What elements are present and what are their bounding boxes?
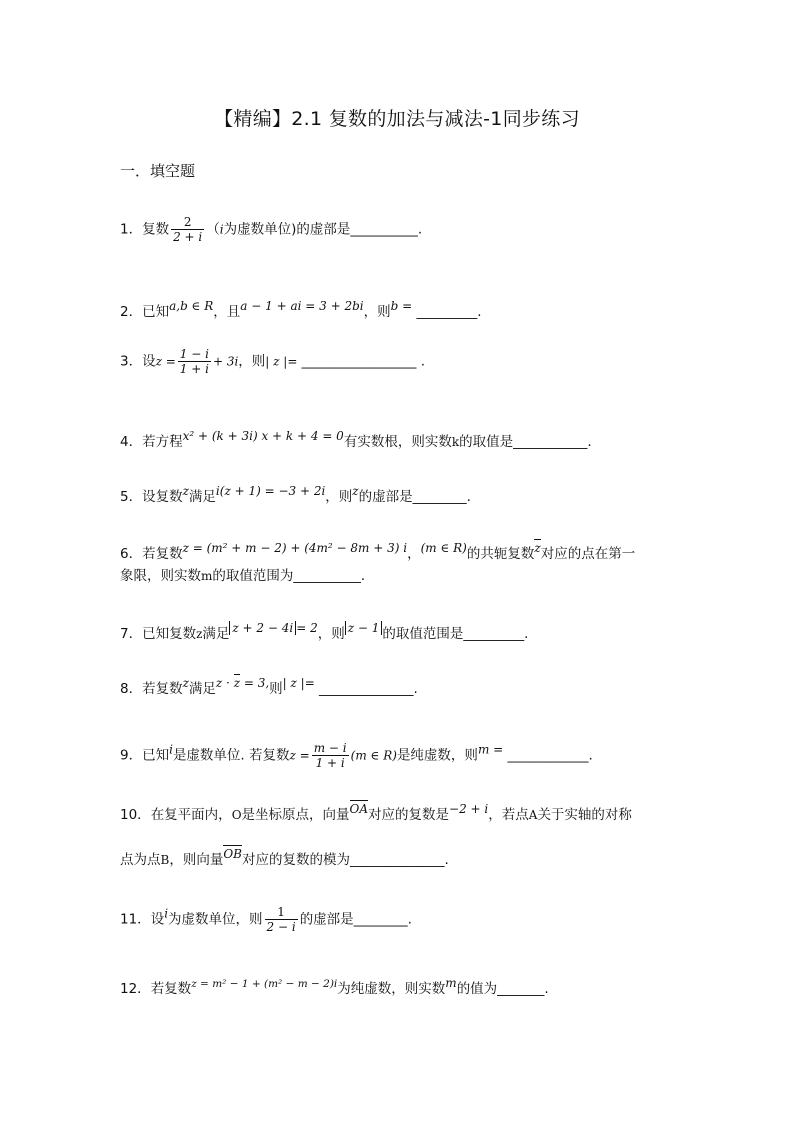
text-q9-t1: 已知: [142, 747, 170, 764]
text-q1-frac-num: 2: [171, 216, 204, 230]
fraction: [171, 216, 204, 243]
fraction: [265, 906, 298, 933]
text-q8-num: 8．: [120, 681, 143, 697]
text-q1-t1: 复数: [142, 221, 170, 238]
text-q6-t5: 的取值范围为__________.: [212, 568, 366, 584]
text-q1-frac-den: 2 + i: [173, 230, 203, 244]
text-q1-num: 1．: [120, 221, 143, 238]
text-q3-num: 3．: [120, 353, 143, 370]
text-q11-num: 11．: [120, 911, 151, 928]
text-q10-num: 10．: [120, 807, 151, 823]
text-q10-t7: 对应的复数的模为______________.: [241, 852, 449, 868]
question-8: [120, 677, 418, 697]
text-q9-t4: ____________.: [503, 747, 593, 764]
text-q5-m-z2: z: [352, 484, 359, 498]
text-q11-frac-num: 1: [265, 906, 298, 920]
text-q8-m1b: z: [233, 676, 241, 690]
text-q4-m1: x² + (k + 3i) x + k + 4 = 0: [182, 429, 344, 443]
text-q6-m2: (m ∈ R): [420, 541, 467, 555]
text-q12-t1: 若复数: [150, 981, 192, 997]
text-q1-t2: （: [206, 221, 220, 238]
text-q8-m-z: z: [182, 676, 189, 690]
text-q3-frac-num: 1 − i: [179, 347, 209, 361]
text-q5-t3: ，则: [325, 489, 353, 505]
text-q5-t4: 的虚部是________.: [358, 489, 471, 505]
text-q4-t2: 有实数根，则实数: [343, 434, 452, 450]
text-q3-t2: ，则: [238, 353, 266, 370]
section-heading: 一．填空题: [120, 162, 196, 180]
text-q3-frac-den: 1 + i: [179, 362, 209, 376]
text-q10-t5: 关于实轴的对称: [537, 807, 632, 823]
text-q3-t3: _________________ .: [297, 353, 426, 370]
text-q2-t1: 已知: [142, 304, 170, 320]
text-q8-t2: 满足: [188, 681, 216, 697]
text-q10-var-B: B: [160, 853, 170, 867]
text-q2-t3: ，则: [363, 304, 391, 320]
text-q6-t4: 对应的点在第一: [540, 546, 636, 562]
text-q5-t2: 满足: [188, 489, 216, 505]
text-q11-t3: 的虚部是________.: [299, 911, 412, 928]
text-q8-t4: ______________.: [314, 681, 418, 697]
text-q3-t1: 设: [142, 353, 156, 370]
text-q4-num: 4．: [120, 434, 143, 450]
text-q10-t6: ，则向量: [169, 852, 224, 868]
text-q3-m2: | z |=: [265, 354, 298, 369]
question-10-line-2: [120, 848, 449, 868]
text-q6-var-m: m: [201, 569, 213, 583]
text-q7-m1: z + 2 − 4i: [229, 621, 296, 635]
question-5: [120, 485, 471, 505]
question-10: [120, 803, 632, 823]
text-q10-var-A: A: [528, 808, 538, 822]
text-q9-frac-den: 1 + i: [315, 756, 345, 770]
text-q8-m1a: z ·: [215, 676, 234, 690]
fraction: [178, 348, 211, 375]
text-q7-m1b: = 2: [296, 621, 318, 635]
text-q12-t3: 的值为_______.: [456, 981, 549, 997]
question-7: [120, 622, 528, 642]
text-q8-t1: 若复数: [142, 681, 183, 697]
document-title: 【精编】2.1 复数的加法与减法-1同步练习: [214, 108, 580, 130]
text-q5-t1: 设复数: [142, 489, 183, 505]
text-q6-t1: 若复数: [142, 546, 183, 562]
text-q12-t2: 为纯虚数，则实数: [337, 981, 446, 997]
question-3: [120, 348, 425, 375]
text-q4-var-k: k: [451, 435, 460, 449]
question-2: [120, 300, 482, 320]
text-q7-t1: 已知复数: [142, 626, 197, 642]
text-q10-t2: 是坐标原点，向量: [241, 807, 350, 823]
fraction: [312, 742, 349, 769]
text-q3-m-tail: + 3i: [212, 354, 239, 369]
text-q12-m1: z = m² − 1 + (m² − m − 2)i: [191, 978, 338, 990]
text-q6-line2: 象限，则实数: [120, 568, 201, 584]
question-11: [120, 906, 412, 933]
text-q7-t3: ，则: [317, 626, 345, 642]
text-q4-t1: 若方程: [142, 434, 183, 450]
text-q10-m1: −2 + i: [449, 802, 489, 816]
text-q11-var-i: i: [164, 906, 169, 921]
text-q8-m1c: = 3,: [240, 676, 270, 690]
question-1: [120, 216, 422, 243]
text-q2-m2: a − 1 + ai = 3 + 2bi: [240, 299, 364, 313]
text-q5-num: 5．: [120, 489, 143, 505]
text-q6-t3: 的共轭复数: [466, 546, 535, 562]
text-q7-m2: z − 1: [345, 621, 383, 635]
text-q6-num: 6．: [120, 546, 143, 562]
text-q11-t1: 设: [150, 911, 165, 928]
text-q12-var-m: m: [445, 976, 457, 990]
text-q5-m1: i(z + 1) = −3 + 2i: [215, 484, 326, 498]
text-q6-t2: ，: [407, 546, 421, 562]
text-q7-t2: 满足: [202, 626, 230, 642]
text-q1-t3: 为虚数单位)的虚部是__________.: [223, 221, 423, 238]
text-q11-frac-den: 2 − i: [266, 920, 296, 934]
text-q2-t2: ，且: [213, 304, 241, 320]
text-q10-t1: 在复平面内，: [150, 807, 232, 823]
text-q9-t2: 是虚数单位. 若复数: [172, 747, 290, 764]
text-q6-m3: z: [534, 541, 541, 555]
text-q10-t3: 对应的复数是: [368, 807, 450, 823]
question-6: [120, 542, 635, 562]
text-q12-num: 12．: [120, 981, 151, 997]
text-q9-t3: 是纯虚数，则: [396, 747, 478, 764]
text-q3-m-z: z =: [155, 354, 176, 369]
text-q9-frac-num: m − i: [313, 741, 347, 755]
text-q5-m-z: z: [182, 484, 189, 498]
text-q6-m1: z = (m² + m − 2) + (4m² − 8m + 3) i: [182, 541, 408, 555]
text-q2-t4: _________.: [412, 304, 482, 320]
text-q9-m-tail: (m ∈ R): [350, 748, 397, 763]
text-q7-num: 7．: [120, 626, 143, 642]
text-q1-var-i: i: [219, 222, 224, 237]
text-q2-m3: b =: [390, 299, 413, 313]
text-q8-t3: 则: [269, 681, 283, 697]
question-6-line-2: [120, 570, 365, 584]
text-q9-num: 9．: [120, 747, 143, 764]
text-q4-t3: 的取值是___________.: [459, 434, 592, 450]
text-q10-var-O: O: [231, 808, 242, 822]
vector-oa: OA: [349, 802, 369, 816]
text-q10-t4: ，若点: [488, 807, 529, 823]
question-4: [120, 430, 592, 450]
text-q9-m2: m =: [477, 742, 504, 757]
question-9: [120, 742, 593, 769]
text-q8-m2: | z |=: [282, 676, 315, 690]
text-q7-var-z: z: [196, 627, 203, 641]
question-12: [120, 977, 549, 997]
text-q9-m-z: z =: [289, 748, 310, 763]
text-q11-t2: 为虚数单位，则: [168, 911, 263, 928]
text-q2-m1: a,b ∈ R: [169, 299, 214, 313]
text-q10-line2: 点为点: [120, 852, 161, 868]
text-q2-num: 2．: [120, 304, 143, 320]
text-q9-var-i: i: [169, 742, 173, 757]
text-q7-t4: 的取值范围是_________.: [382, 626, 529, 642]
vector-ob: OB: [223, 847, 242, 861]
